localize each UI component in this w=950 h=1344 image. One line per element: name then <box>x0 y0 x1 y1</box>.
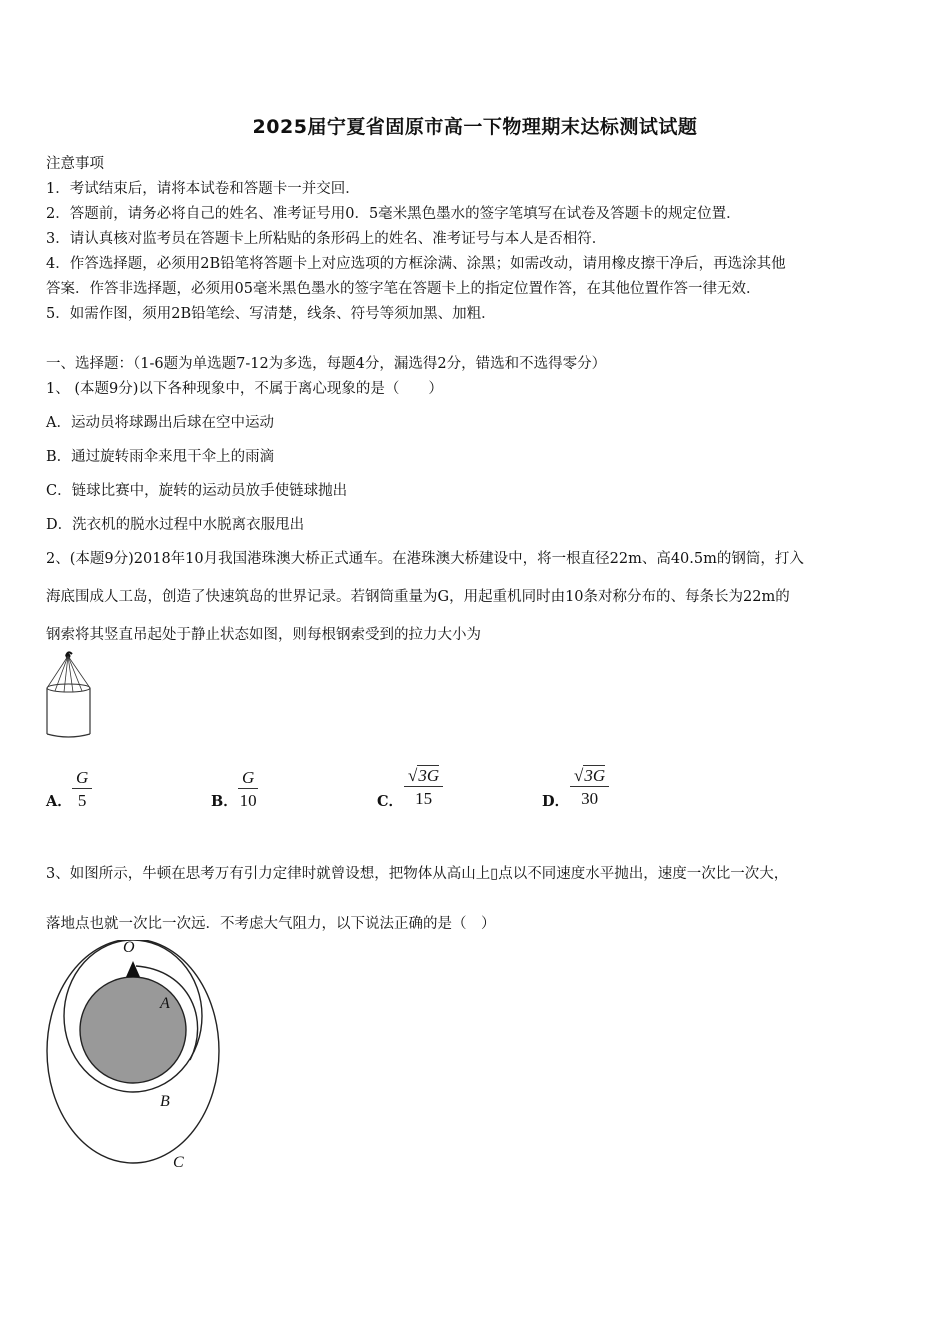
label-a: A <box>160 995 170 1012</box>
question-1-option-d: D．洗衣机的脱水过程中水脱离衣服甩出 <box>46 517 305 533</box>
question-2-option-d-fraction: $\frac{√3G}{30}$ <box>570 766 609 809</box>
question-2-stem-line: 海底围成人工岛，创造了快速筑岛的世界记录。若钢筒重量为G，用起重机同时由10条对称分布的、每条长为22m的 <box>46 589 790 605</box>
question-2-option-b-label: B． <box>211 793 238 810</box>
question-2-option-b-fraction: $\frac{G}{10}$ <box>239 768 257 810</box>
question-2-option-c-label: C． <box>377 793 404 810</box>
earth <box>80 977 186 1083</box>
notice-heading: 注意事项 <box>46 156 104 172</box>
page-title: 2025届宁夏省固原市高一下物理期末达标测试试题 <box>252 116 698 138</box>
question-1-option-b: B．通过旋转雨伞来甩干伞上的雨滴 <box>46 449 275 465</box>
notice-item: 5．如需作图，须用2B铅笔绘、写清楚，线条、符号等须加黑、加粗． <box>46 306 496 322</box>
question-2-stem-line: 2、(本题9分)2018年10月我国港珠澳大桥正式通车。在港珠澳大桥建设中，将一根直径22m、高40.5m的钢筒，打入 <box>46 551 804 567</box>
notice-item: 2．答题前，请务必将自己的姓名、准考证号用0．5毫米黑色墨水的签字笔填写在试卷及答题卡的规定位置． <box>46 206 741 222</box>
steel-cylinder-figure <box>40 648 100 740</box>
notice-item: 1．考试结束后，请将本试卷和答题卡一并交回． <box>46 181 360 197</box>
question-1-option-c: C．链球比赛中，旋转的运动员放手使链球抛出 <box>46 483 348 499</box>
question-2-stem-line: 钢索将其竖直吊起处于静止状态如图，则每根钢索受到的拉力大小为 <box>46 627 481 643</box>
cylinder-top <box>47 684 90 692</box>
notice-item: 4．作答选择题，必须用2B铅笔将答题卡上对应选项的方框涂满、涂黑；如需改动，请用橡皮擦干净后，再选涂其他 <box>46 256 786 272</box>
question-3-stem-line: 落地点也就一次比一次远．不考虑大气阻力，以下说法正确的是（ ） <box>46 916 496 932</box>
question-2-option-a-label: A． <box>46 793 72 810</box>
question-1-option-a: A．运动员将球踢出后球在空中运动 <box>46 415 274 431</box>
label-c: C <box>173 1154 184 1171</box>
question-2-option-a-fraction: $\frac{G}{5}$ <box>72 768 92 811</box>
question-2-option-c-fraction: $\frac{√3G}{15}$ <box>404 766 443 809</box>
label-o: O <box>123 939 135 956</box>
mountain-icon <box>126 961 140 977</box>
section-heading: 一、选择题：（1-6题为单选题7-12为多选，每题4分，漏选得2分，错选和不选得零分） <box>46 356 607 372</box>
cylinder-bottom <box>47 734 90 737</box>
orbit-figure <box>40 940 240 1180</box>
question-2-option-d-label: D． <box>542 793 570 810</box>
notice-item: 答案．作答非选择题，必须用05毫米黑色墨水的签字笔在答题卡上的指定位置作答，在其他位置作答一律无效． <box>46 281 761 297</box>
question-1-stem: 1、 (本题9分)以下各种现象中，不属于离心现象的是（ ） <box>46 381 443 397</box>
label-b: B <box>160 1093 170 1110</box>
notice-item: 3．请认真核对监考员在答题卡上所粘贴的条形码上的姓名、准考证号与本人是否相符． <box>46 231 607 247</box>
question-3-stem-line: 3、如图所示，牛顿在思考万有引力定律时就曾设想，把物体从高山上▯点以不同速度水平抛出，速度一次比一次大， <box>46 866 789 882</box>
